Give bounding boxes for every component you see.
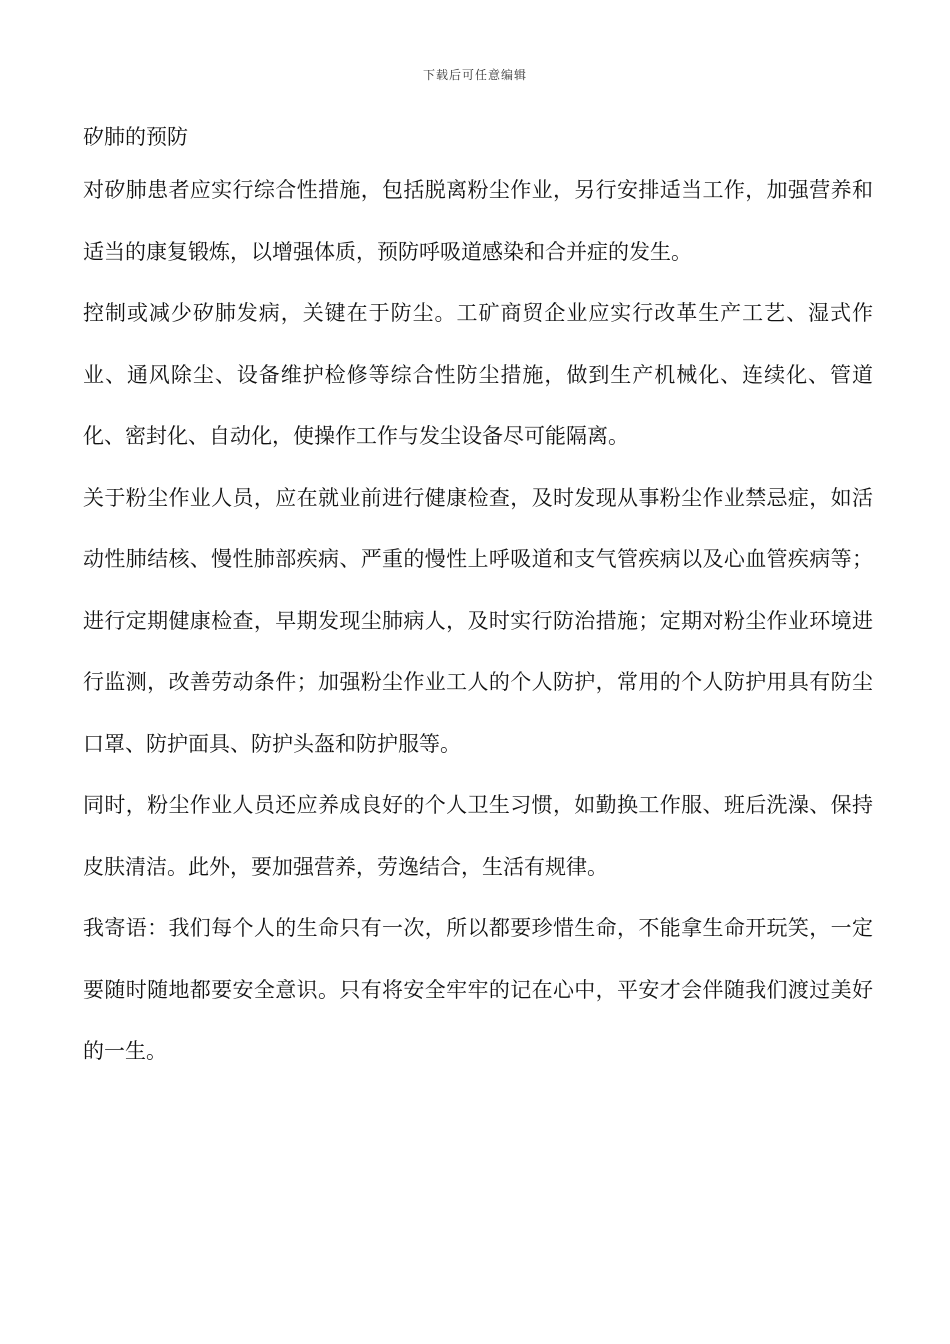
document-title: 矽肺的预防	[83, 125, 188, 149]
paragraph-dust-control: 控制或减少矽肺发病，关键在于防尘。工矿商贸企业应实行改革生产工艺、湿式作业、通风除尘、设备维护检修等综合性防尘措施，做到生产机械化、连续化、管道化、密封化、自动化，使操作工作与发尘设备尽可能隔离。	[83, 301, 873, 448]
paragraph-treatment: 对矽肺患者应实行综合性措施，包括脱离粉尘作业，另行安排适当工作，加强营养和适当的康复锻炼，以增强体质，预防呼吸道感染和合并症的发生。	[83, 178, 873, 264]
paragraph-closing-message: 我寄语：我们每个人的生命只有一次，所以都要珍惜生命，不能拿生命开玩笑，一定要随时随地都要安全意识。只有将安全牢牢的记在心中，平安才会伴随我们渡过美好的一生。	[83, 916, 873, 1063]
header-note: 下载后可任意编辑	[422, 68, 527, 82]
paragraph-worker-health: 关于粉尘作业人员，应在就业前进行健康检查，及时发现从事粉尘作业禁忌症，如活动性肺结核、慢性肺部疾病、严重的慢性上呼吸道和支气管疾病以及心血管疾病等；进行定期健康检查，早期发现尘肺病人，及时实行防治措施；定期对粉尘作业环境进行监测，改善劳动条件；加强粉尘作业工人的个人防护，常用的个人防护用具有防尘口罩、防护面具、防护头盔和防护服等。	[83, 485, 873, 756]
paragraph-hygiene: 同时，粉尘作业人员还应养成良好的个人卫生习惯，如勤换工作服、班后洗澡、保持皮肤清洁。此外，要加强营养，劳逸结合，生活有规律。	[83, 793, 873, 879]
document-body	[83, 118, 873, 1083]
